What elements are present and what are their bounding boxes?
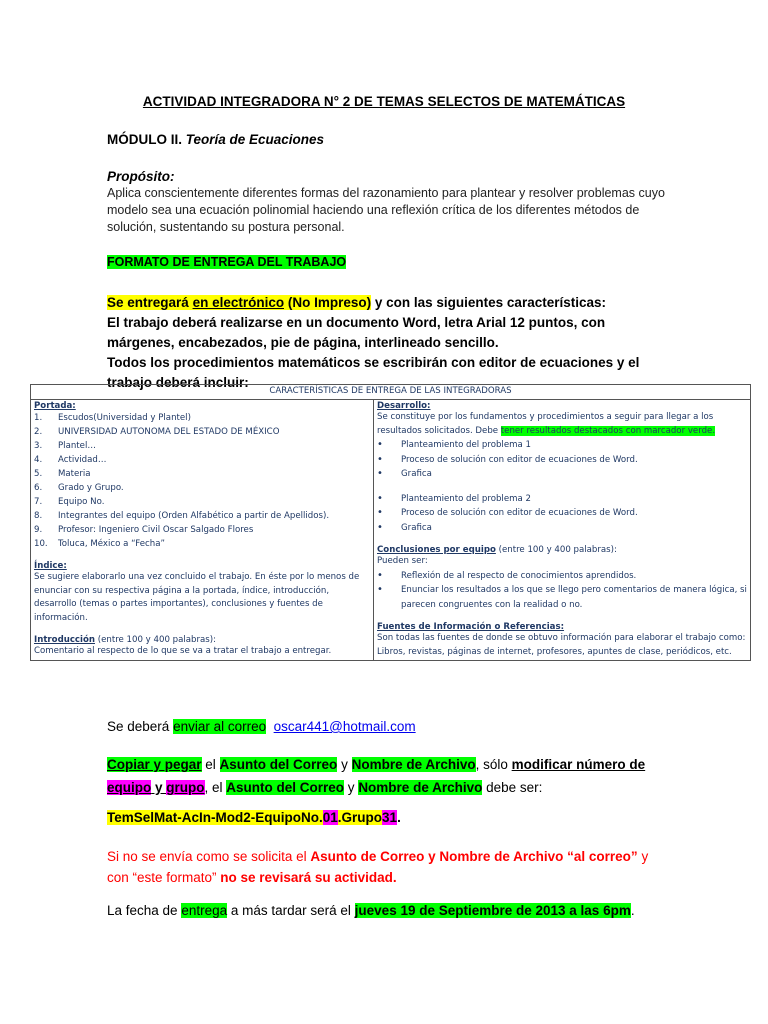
list-item: 1. Escudos(Universidad y Plantel) [34,413,191,423]
purpose-text: Aplica conscientemente diferentes formas del razonamiento para plantear y resolver problemas cuyo modelo sea una ecuación polinomial haciendo una reflexión crítica de los diferentes métodos de solución, sustentando su postura personal. [107,186,665,234]
list-item: • Grafica [377,521,747,536]
right-cell [374,400,751,661]
bullet-icon: • [377,439,383,450]
bullet-icon: • [377,521,383,533]
development-list-1 [377,438,747,482]
purpose-heading: Propósito: [107,169,175,184]
list-item: 4. Actividad… [34,455,107,465]
list-item: 2. UNIVERSIDAD AUTONOMA DEL ESTADO DE MÉXICO [34,427,280,437]
list-item: 3. Plantel… [34,441,96,451]
development-heading: Desarrollo: [377,401,431,411]
list-item: 7. Equipo No. [34,497,105,507]
bullet-icon: • [377,584,383,595]
index-heading: Índice: [34,561,67,571]
send-instruction: Se deberá enviar al correo oscar441@hotmail.com [107,719,416,734]
sources-heading: Fuentes de Información o Referencias: [377,622,565,632]
requirements-table [30,384,751,661]
bullet-icon: • [377,468,383,479]
index-text: Se sugiere elaborarlo una vez concluido el trabajo. En éste por lo menos de enunciar con su respectiva página a la portada, índice, introducción, desarrollo (temas o partes importantes), conclusiones y fuentes de información. [34,572,360,623]
delivery-rest: y con las siguientes características: [371,295,606,310]
send-highlight: enviar al correo [173,719,267,734]
bullet-icon: • [377,453,383,465]
list-item: • Proceso de solución con editor de ecuaciones de Word. [377,506,747,521]
due-date: La fecha de entrega a más tardar será el jueves 19 de Septiembre de 2013 a las 6pm. [107,903,635,918]
due-date-highlight: jueves 19 de Septiembre de 2013 a las 6pm [354,903,631,918]
filename-code: TemSelMat-AcIn-Mod2-EquipoNo.01.Grupo31. [107,810,401,825]
list-item: 6. Grado y Grupo. [34,483,124,493]
cover-list [34,411,370,551]
delivery-line2: El trabajo deberá realizarse en un documento Word, letra Arial 12 puntos, con márgenes, encabezados, pie de página, interlineado sencillo. [107,315,606,350]
delivery-electronic: en electrónico [192,295,285,310]
bullet-icon: • [377,492,383,504]
list-item: 10. Toluca, México a “Fecha” [34,539,165,549]
format-heading-text: FORMATO DE ENTREGA DEL TRABAJO [107,255,347,269]
conclusions-heading: Conclusiones por equipo [377,545,496,555]
list-item: 9. Profesor: Ingeniero Civil Oscar Salgado Flores [34,525,254,535]
module-name: Teoría de Ecuaciones [185,132,325,147]
delivery-paragraph [107,293,667,393]
format-heading [107,255,346,269]
development-highlight: tener resultados destacados con marcador verde. [500,425,716,436]
list-item: • Reflexión de al respecto de conocimientos aprendidos. [377,569,747,584]
conclusions-sub: Pueden ser: [377,556,428,566]
left-cell [31,400,374,661]
list-item: • Planteamiento del problema 2 [377,492,747,507]
bullet-icon: • [377,569,383,581]
bullet-icon: • [377,507,383,518]
conclusions-list [377,569,747,613]
warning-text: Si no se envía como se solicita el Asunto de Correo y Nombre de Archivo “al correo” y con “este formato” no se revisará su actividad. [107,849,649,885]
list-item: • Proceso de solución con editor de ecuaciones de Word. [377,453,747,468]
delivery-se-entregara: Se entregará [107,295,189,310]
delivery-line3: Todos los procedimientos matemáticos se escribirán con editor de ecuaciones y el trabajo deberá incluir: [107,355,640,390]
group-number: 31 [382,810,398,825]
copy-instruction: Copiar y pegar el Asunto del Correo y Nombre de Archivo, sólo modificar número de equipo y grupo, el Asunto del Correo y Nombre de Archivo debe ser: [107,757,646,795]
email-link[interactable]: oscar441@hotmail.com [273,719,416,734]
document-title: ACTIVIDAD INTEGRADORA N° 2 DE TEMAS SELECTOS DE MATEMÁTICAS [142,94,626,109]
cover-heading: Portada: [34,401,76,411]
development-text: Se constituye por los fundamentos y procedimientos a seguir para llegar a los resultados solicitados. Debe tener resultados destacados con marcador verde. [377,412,716,436]
list-item: • Grafica [377,467,747,482]
intro-text: Comentario al respecto de lo que se va a tratar el trabajo a entregar. [34,646,332,656]
team-number: 01 [322,810,338,825]
module-line [107,132,324,147]
copy-paste-highlight: Copiar y pegar [107,757,202,772]
list-item: 8. Integrantes del equipo (Orden Alfabético a partir de Apellidos). [34,511,330,521]
list-item: 5. Materia [34,469,91,479]
list-item: • Planteamiento del problema 1 [377,438,747,453]
intro-heading: Introducción [34,635,95,645]
list-item: • Enunciar los resultados a los que se llego pero comentarios de manera lógica, si parecen congruentes con la realidad o no. [377,583,747,612]
table-header: CARACTERÍSTICAS DE ENTREGA DE LAS INTEGRADORAS [31,385,751,400]
sources-text: Son todas las fuentes de donde se obtuvo información para elaborar el trabajo como: Libros, revistas, páginas de internet, profesores, apuntes de clase, periódicos, etc. [377,633,746,657]
development-list-2 [377,492,747,536]
module-label: MÓDULO II. [107,132,182,147]
delivery-no-impreso: (No Impreso) [287,295,372,310]
conclusions-note: (entre 100 y 400 palabras): [495,545,617,555]
intro-note: (entre 100 y 400 palabras): [95,635,216,645]
